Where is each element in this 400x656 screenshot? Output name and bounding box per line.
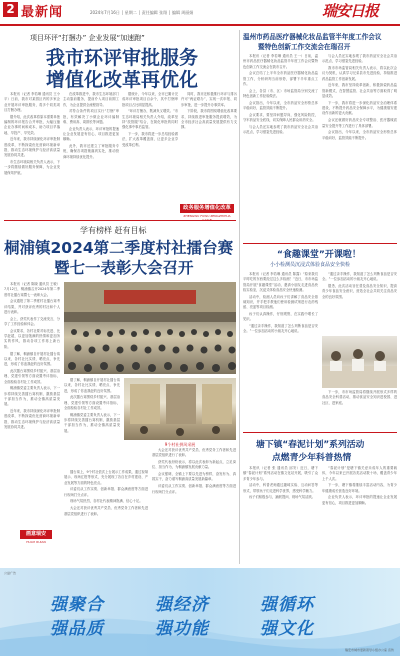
masthead-logo: 瑞安日报 — [322, 2, 379, 20]
paragraph: 对符合条件的项目实行“打捆”审批，有效解决了小微企业环评编制难、费用高、周期长等问题。 — [63, 109, 119, 124]
paragraph: 本报讯（记者 李若琳 通讯员 陈露）“原来我们平时吃的东西要经过这么多检测！”近日，市市场监管局开展“食趣课堂”活动，邀请小朋友走进食品快检实验室，沉浸式体验食品安全快速检测。 — [243, 272, 318, 292]
page-header — [0, 0, 400, 26]
paragraph: 据统计，今年以来，全市已累计完成环评审批项目百余个，其中打捆审批项目占比明显提高。 — [122, 92, 178, 107]
story2-column-3 — [64, 470, 148, 562]
paragraph: 同时，我市还积极推行环评与排污许可“两证联办”，实现一次申报、同步审批，进一步提升办事效率。 — [181, 92, 237, 107]
section-title: 最新闻 — [21, 5, 64, 20]
story2-column-2 — [64, 378, 120, 466]
story1-kicker: 项目环评“打捆办” 企业发展“加速跑” — [30, 34, 145, 42]
story3-title-line1: 温州市药品医疗器械化妆品监管半年度工作会议 — [243, 33, 382, 41]
story5-title-line1: 塘下镇“春泥计划”系列活动 — [256, 440, 365, 450]
paragraph: 此外，我市还建立了审批服务专班，确保各项措施落到实处，推动营商环境持续优化提升。 — [63, 144, 119, 159]
paragraph: 此次擂台赛围绕乡村振兴、基层治理、党建引领等方面设置考评指标，全面检验各村社工作成效。 — [64, 395, 120, 410]
story2-column-1 — [4, 282, 60, 507]
exhibition-photo — [124, 378, 236, 440]
story3-column-1 — [243, 54, 318, 240]
section-tag-subtitle: HUAYI RUIAN — [26, 540, 46, 544]
meeting-photo — [64, 282, 236, 374]
story5-column-2 — [322, 466, 397, 562]
paragraph: 会上，各县（市、区）市场监管局分别交流了特色创新工作经验做法。 — [243, 88, 318, 99]
paragraph: 活动中，检测人员向孩子们讲解了食品安全基础知识，并手把手教他们使用检测试剂进行农药残留、亮蓝等项目检测。 — [243, 294, 318, 310]
section-tag-huayi-ruian: 画意瑞安 — [20, 530, 52, 539]
story3-title-line2: 暨特色创新工作交流会在瑞召开 — [258, 43, 351, 51]
paragraph: 会议指出，今年以来，全市药品安全形势总体平稳向好，监管效能不断提升。 — [322, 130, 397, 140]
paragraph: 本报讯（记者 李若琳 通讯员 王一）日前，温州市药品医疗器械化妆品监管半年度工作会议暨特色创新工作交流会在我市召开。 — [243, 54, 318, 69]
paragraph: 下一步，市市场监管局将继续开展形式多样的食品安全科普活动，推动食品安全知识进校园、进社区、进家庭。 — [322, 390, 397, 405]
story3-column-2 — [322, 54, 397, 240]
paragraph: 活动中，科普老师通过趣味实验、互动问答等形式，带领孩子们走进科学世界，感受科学魅力。 — [243, 483, 318, 493]
column-divider — [239, 30, 240, 564]
story4-column-1 — [243, 272, 318, 402]
story2-kicker: 学有榜样 赶有目标 — [80, 226, 147, 235]
divider — [243, 243, 397, 244]
paragraph: 企业负责人表示，环评审批的提速让企业发展更有信心，项目推进更加顺畅。 — [322, 495, 397, 505]
paragraph: “通过亲手操作，我知道了怎么判断食品是否安全。”一位参加活动的小朋友开心地说。 — [243, 324, 318, 334]
ad-slogan-3: 强循环 — [260, 595, 314, 615]
section-tag-government-service: 政务服务增值化改革 — [180, 204, 234, 213]
food-test-photo — [322, 336, 397, 388]
lab-illustration — [322, 336, 397, 388]
paragraph: 获奖代表纷纷表示，将以此次表彰为新起点，立足岗位、担当作为，为桐浦镇发展贡献力量。 — [152, 460, 236, 470]
story2-title-line1: 桐浦镇2024第二季度村社擂台赛 — [4, 239, 234, 257]
paragraph: 企业负责人表示，环评审批的提速让企业发展更有信心，项目推进更加顺畅。 — [63, 126, 119, 142]
story2-column-4 — [152, 448, 236, 562]
paragraph: 据了解，桐浦镇自开展村社擂台赛以来，各村社比实绩、晒亮点、争先进，形成了你追我赶的良好氛围。 — [64, 378, 120, 393]
paragraph: 下一步，我市将进一步总结经验做法，扩大改革覆盖面，让更多企业享受改革红利。 — [122, 132, 178, 147]
story5-column-1 — [243, 466, 318, 562]
paragraph: 现场气氛热烈，各村社代表精神饱满、信心十足。 — [70, 499, 143, 504]
divider — [243, 432, 397, 433]
story1-column-3 — [122, 92, 178, 217]
paragraph: 会议强调，全镇上下要以先进为榜样，奋发有为、真抓实干，奋力谱写桐浦高质量发展新篇章。 — [152, 472, 236, 482]
paragraph: 本报讯（记者 李若琳 通讯员 王小平）日前，我市对某园区内的多家企业开展环评审批服务，将多个同类项目打捆办理。 — [4, 92, 60, 112]
paragraph: 擂台赛上，9个村社依次上台展示工作成果，通过视频展示、现场汇报等形式，充分展现了各自在乡村建设、产业发展等方面的特色亮点。 — [64, 470, 148, 485]
paragraph: 会议总结了上半年全市药品医疗器械化妆品监管工作，分析研判当前形势，部署下半年重点工作。 — [243, 71, 318, 86]
story1-column-1 — [4, 92, 60, 217]
paragraph: 会议指出，今年以来，全市药品安全形势总体平稳向好，监管效能不断提升。 — [243, 100, 318, 111]
paragraph: 下阶段，我市将围绕增值化改革要求，持续推进审批服务提质增效，为全市经济社会高质量发展提供有力支撑。 — [181, 109, 237, 130]
story1-column-2 — [63, 92, 119, 217]
ad-slogan-2: 强经济 — [155, 595, 209, 615]
paragraph: 下一步，塘下镇将继续丰富活动内容，为青少年健康成长营造良好环境。 — [322, 483, 397, 493]
paragraph: 在改革推进中，我市生态环境部门主动靠前服务，提前介入项目前期工作，为企业提供全流程指导。 — [63, 92, 119, 107]
paragraph: 据了解，桐浦镇自开展村社擂台赛以来，各村社比实绩、晒亮点、争先进，形成了你追我赶的良好氛围。 — [4, 351, 60, 367]
paragraph: 会上，获奖代表作了交流发言，分享了工作经验和体会。 — [4, 316, 60, 327]
paragraph: 市生态环境局相关负责人表示，下一步将继续做好服务保障，为企业发展保驾护航。 — [4, 160, 60, 175]
paragraph: 评委们从工作实绩、创新举措、群众满意度等方面进行现场打分点评。 — [152, 484, 236, 494]
story2-title-line2: 暨七一表彰大会召开 — [54, 259, 194, 277]
divider — [4, 220, 236, 221]
ad-label: 公益广告 — [4, 571, 17, 575]
paragraph: 本报讯（记者 陈晓 通讯员 王敏）7月12日，桐浦镇召开2024年第二季度村社擂台赛暨七一表彰大会。 — [4, 282, 60, 297]
meeting-hall-illustration — [64, 282, 236, 374]
paragraph: 大会还对获评优秀共产党员、优秀党务工作者和先进基层党组织进行了表彰。 — [152, 448, 236, 458]
story4-title: “食趣课堂”开课啦！ — [277, 250, 361, 260]
paragraph: 我市市场监管局相关负责人表示，将以此次会议为契机，认真学习兄弟县市先进经验，持续推进药品监管工作创新发展。 — [322, 66, 397, 81]
story5-title-line2: 点燃青少年科普热情 — [272, 453, 352, 463]
paragraph: 会议通报了第二季度村社擂台赛考评结果，并对获评优秀的村社和个人进行表彰。 — [4, 299, 60, 314]
paragraph: 孩子们认真操作，仔细观察，在实践中增长了见识。 — [243, 312, 318, 322]
paragraph: 此次擂台赛围绕乡村振兴、基层治理、党建引领等方面设置考评指标，全面检验各村社工作成效。 — [4, 368, 60, 384]
paragraph: 据介绍，此次改革将原本需要单独编制的环评报告合并审批，大幅压缩企业办事时间和成本，助力项目早落地、早投产、早见效。 — [4, 114, 60, 135]
paragraph: 大会还对获评优秀共产党员、优秀党务工作者和先进基层党组织进行了表彰。 — [64, 506, 148, 516]
paragraph: 下一步，我市将进一步深化药品安全治理体系建设，不断提升药品安全保障水平，为健康瑞安建设作出新的更大贡献。 — [322, 100, 397, 116]
ad-slogan-4: 强品质 — [50, 619, 104, 639]
ad-slogan-6: 强文化 — [260, 619, 314, 639]
ad-sponsor: 瑞安市城市更新领导小组办公室 宣传 — [345, 648, 394, 652]
paragraph: 与会人员还实地参观了我市药品安全社会共治示范点，学习借鉴先进经验。 — [243, 125, 318, 135]
paragraph: 与会人员还实地参观了我市药品安全社会共治示范点，学习借鉴先进经验。 — [322, 54, 397, 64]
exhibition-illustration — [124, 378, 236, 440]
paragraph: 会议要求，要坚持问题导向，强化风险防控，守牢药品安全底线，切实保障人民群众用药安全。 — [243, 112, 318, 123]
issue-meta: 2024年7月16日 │ 星期二 │ 责任编辑 张翔 │ 编辑 周丽娟 — [90, 10, 194, 15]
paragraph: 桐浦镇党委主要负责人表示，下一步将持续完善擂台赛机制，激励基层干部担当作为，推动全镇高质量发展。 — [64, 412, 120, 433]
paragraph: 近年来，我市持续深化环评审批制度改革，不断探索优化营商环境新举措，推动生态环境保护与经济高质量发展协同共进。 — [4, 409, 60, 429]
paragraph: 据悉，此次活动旨在普及食品安全知识，提高青少年食品安全意识，营造全社会共同关注食品安全的良好氛围。 — [322, 284, 397, 299]
story4-column-2 — [322, 272, 397, 334]
story4-subtitle: 小小检测员沉浸式体验食品安全快检 — [270, 262, 351, 268]
ad-slogan-1: 强聚合 — [50, 595, 104, 615]
paragraph: “环评打捆办，既减负又增效。”市生态环境局相关负责人介绍，改革坚持“放管服”结合，在简化审批的同时强化事中事后监管。 — [122, 109, 178, 130]
paragraph: 近年来，我市持续深化环评审批制度改革，不断探索优化营商环境新举措，推动生态环境保护与经济高质量发展协同共进。 — [4, 137, 60, 158]
ad-slogan-5: 强功能 — [155, 619, 209, 639]
section-tag-subtitle: ZHENGWU FUWU ZENGZHIHUA GAIGE — [183, 214, 231, 222]
story1-column-4 — [181, 92, 237, 202]
paragraph: 桐浦镇党委主要负责人表示，下一步将持续完善擂台赛机制，激励基层干部担当作为，推动全镇高质量发展。 — [4, 386, 60, 407]
story4-column-3 — [322, 390, 397, 430]
paragraph: 孩子们积极参与，踊跃提问，现场气氛活跃。 — [249, 495, 315, 500]
paragraph: “春泥计划”是塘下镇关爱未成年人的重要载体，今年以来已开展各类活动数十场，覆盖青少年上千人次。 — [322, 466, 397, 481]
paragraph: 会议还就做好药品安全专项整治、医疗器械质量安全提升等工作进行了具体部署。 — [322, 118, 397, 128]
paragraph: 会议要求，各村社要对标先进、比学赶超，以更加饱满的热情和更加务实的作风，推动各项工作再上新台阶。 — [4, 328, 60, 349]
photo-caption: 9个村社拼风采展 — [164, 442, 196, 447]
story1-title-line2: 增值化改革再优化 — [46, 69, 199, 91]
story1-title-line1: 我市环评审批服务 — [46, 47, 199, 69]
page-number: 2 — [3, 2, 18, 17]
paragraph: 近年来，我市坚持改革创新，积极探索药品监管新模式，在智慧监管、社会共治等方面取得了明显成效。 — [322, 83, 397, 99]
paragraph: “通过亲手操作，我知道了怎么判断食品是否安全。”一位参加活动的小朋友开心地说。 — [322, 272, 397, 282]
paragraph: 评委们从工作实绩、创新举措、群众满意度等方面进行现场打分点评。 — [64, 487, 148, 497]
public-service-ad — [0, 568, 400, 656]
paragraph: 本报讯（记者 张 通讯员 邱安）近日，塘下镇“春泥计划”系列活动在镇文化站开展，吸引了众多青少年参与。 — [243, 466, 318, 481]
